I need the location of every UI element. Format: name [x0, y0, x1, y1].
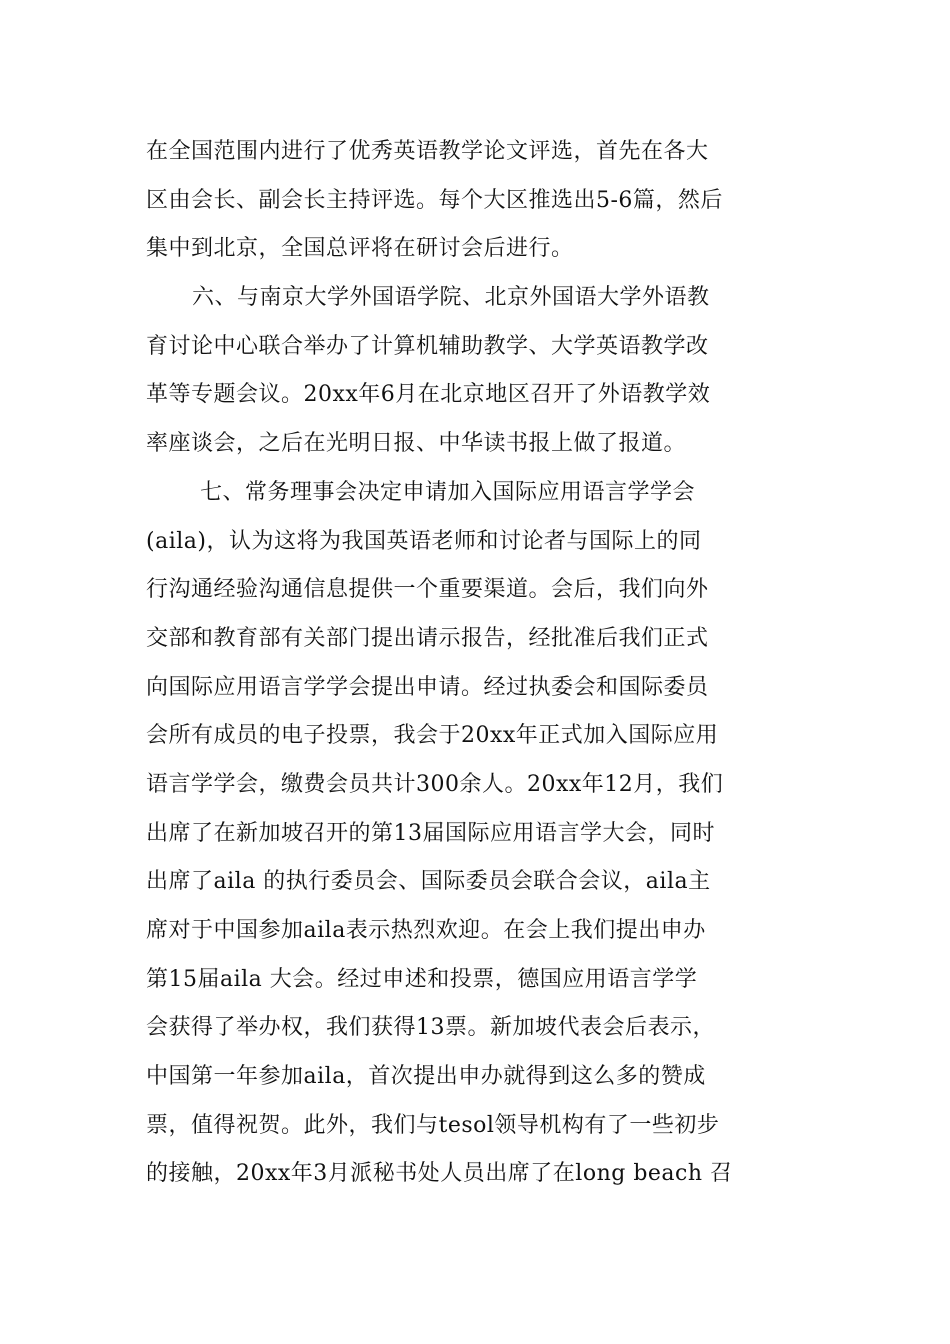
paragraph-start-line: 七、常务理事会决定申请加入国际应用语言学学会	[200, 479, 696, 505]
text-line: 集中到北京，全国总评将在研讨会后进行。	[146, 236, 574, 262]
text-line: 向国际应用语言学学会提出申请。经过执委会和国际委员	[146, 674, 709, 700]
text-line: 革等专题会议。20xx年6月在北京地区召开了外语教学效	[146, 382, 711, 408]
document-body	[146, 128, 806, 1199]
text-line: 会所有成员的电子投票，我会于20xx年正式加入国际应用	[146, 723, 719, 749]
text-line: 会获得了举办权，我们获得13票。新加坡代表会后表示，	[146, 1015, 715, 1041]
paragraph-start-line: 六、与南京大学外国语学院、北京外国语大学外语教	[192, 285, 710, 311]
text-line: 出席了在新加坡召开的第13届国际应用语言学大会，同时	[146, 820, 715, 846]
text-line: 第15届aila 大会。经过申述和投票，德国应用语言学学	[146, 966, 698, 992]
text-line: 席对于中国参加aila表示热烈欢迎。在会上我们提出申办	[146, 918, 706, 943]
text-line: 的接触，20xx年3月派秘书处人员出席了在long beach 召	[146, 1161, 733, 1187]
text-line: 出席了aila 的执行委员会、国际委员会联合会议，aila主	[146, 869, 711, 895]
text-line: 票，值得祝贺。此外，我们与tesol领导机构有了一些初步	[146, 1112, 720, 1138]
text-line: 在全国范围内进行了优秀英语教学论文评选，首先在各大	[146, 139, 709, 164]
text-line: 行沟通经验沟通信息提供一个重要渠道。会后，我们向外	[146, 577, 709, 603]
text-line: (aila)，认为这将为我国英语老师和讨论者与国际上的同	[146, 528, 702, 554]
text-line: 中国第一年参加aila，首次提出申办就得到这么多的赞成	[146, 1064, 706, 1090]
text-line: 育讨论中心联合举办了计算机辅助教学、大学英语教学改	[146, 333, 709, 359]
text-line: 率座谈会，之后在光明日报、中华读书报上做了报道。	[146, 431, 687, 457]
text-line: 语言学学会，缴费会员共计300余人。20xx年12月，我们	[146, 771, 724, 797]
text-line: 交部和教育部有关部门提出请示报告，经批准后我们正式	[146, 625, 709, 651]
text-line: 区由会长、副会长主持评选。每个大区推选出5-6篇，然后	[146, 187, 723, 213]
